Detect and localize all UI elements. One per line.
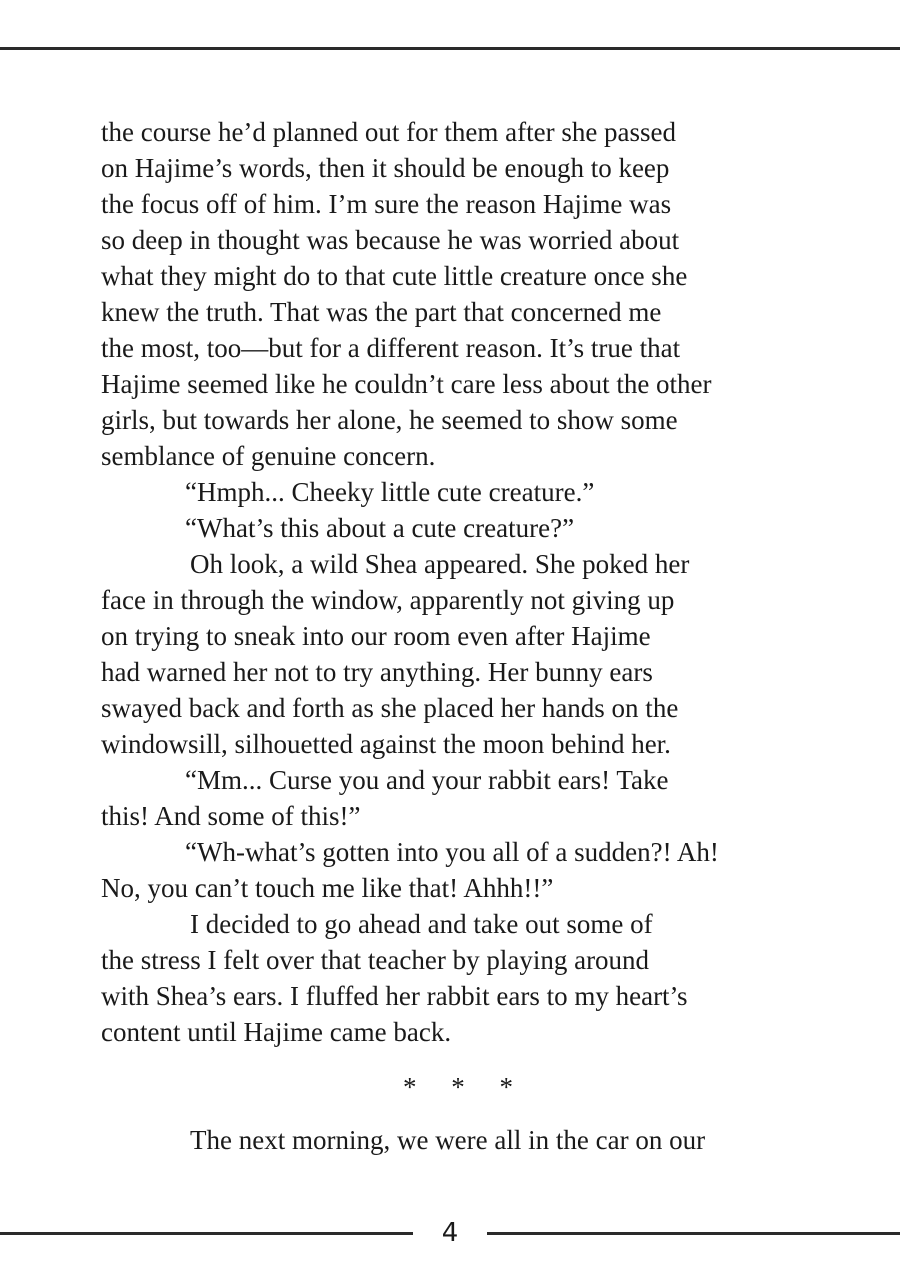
dialogue-line: “Wh-what’s gotten into you all of a sudden?! Ah! (185, 837, 719, 867)
paragraph-start: I decided to go ahead and take out some of (190, 909, 653, 939)
text-line: on trying to sneak into our room even after Hajime (101, 621, 651, 651)
dialogue-line: “What’s this about a cute creature?” (185, 513, 575, 543)
paragraph-start: The next morning, we were all in the car on our (190, 1125, 706, 1155)
text-line: face in through the window, apparently not giving up (101, 585, 675, 615)
text-line: what they might do to that cute little creature once she (101, 261, 688, 291)
text-line: swayed back and forth as she placed her hands on the (101, 693, 679, 723)
text-line: girls, but towards her alone, he seemed to show some (101, 405, 678, 435)
body-text (101, 114, 861, 1050)
scene-break: * * * (403, 1072, 527, 1102)
text-line: had warned her not to try anything. Her bunny ears (101, 657, 653, 687)
text-line: the stress I felt over that teacher by playing around (101, 945, 650, 975)
paragraph-start: Oh look, a wild Shea appeared. She poked her (190, 549, 690, 579)
text-line: the course he’d planned out for them after she passed (101, 117, 677, 147)
footer-rule-left (0, 1232, 413, 1235)
text-line: on Hajime’s words, then it should be enough to keep (101, 153, 670, 183)
header-rule (0, 47, 900, 50)
text-line: No, you can’t touch me like that! Ahhh!!” (101, 873, 554, 903)
footer-rule-right (487, 1232, 900, 1235)
text-line: semblance of genuine concern. (101, 441, 436, 471)
text-line: so deep in thought was because he was worried about (101, 225, 680, 255)
page-number: 4 (441, 1218, 459, 1248)
text-line: windowsill, silhouetted against the moon behind her. (101, 729, 671, 759)
dialogue-line: “Hmph... Cheeky little cute creature.” (185, 477, 595, 507)
text-line: with Shea’s ears. I fluffed her rabbit ears to my heart’s (101, 981, 688, 1011)
text-line: this! And some of this!” (101, 801, 361, 831)
text-line: Hajime seemed like he couldn’t care less about the other (101, 369, 712, 399)
text-line: content until Hajime came back. (101, 1017, 452, 1047)
dialogue-line: “Mm... Curse you and your rabbit ears! Take (185, 765, 669, 795)
text-line: knew the truth. That was the part that concerned me (101, 297, 662, 327)
text-line: the most, too—but for a different reason. It’s true that (101, 333, 681, 363)
text-line: the focus off of him. I’m sure the reason Hajime was (101, 189, 672, 219)
